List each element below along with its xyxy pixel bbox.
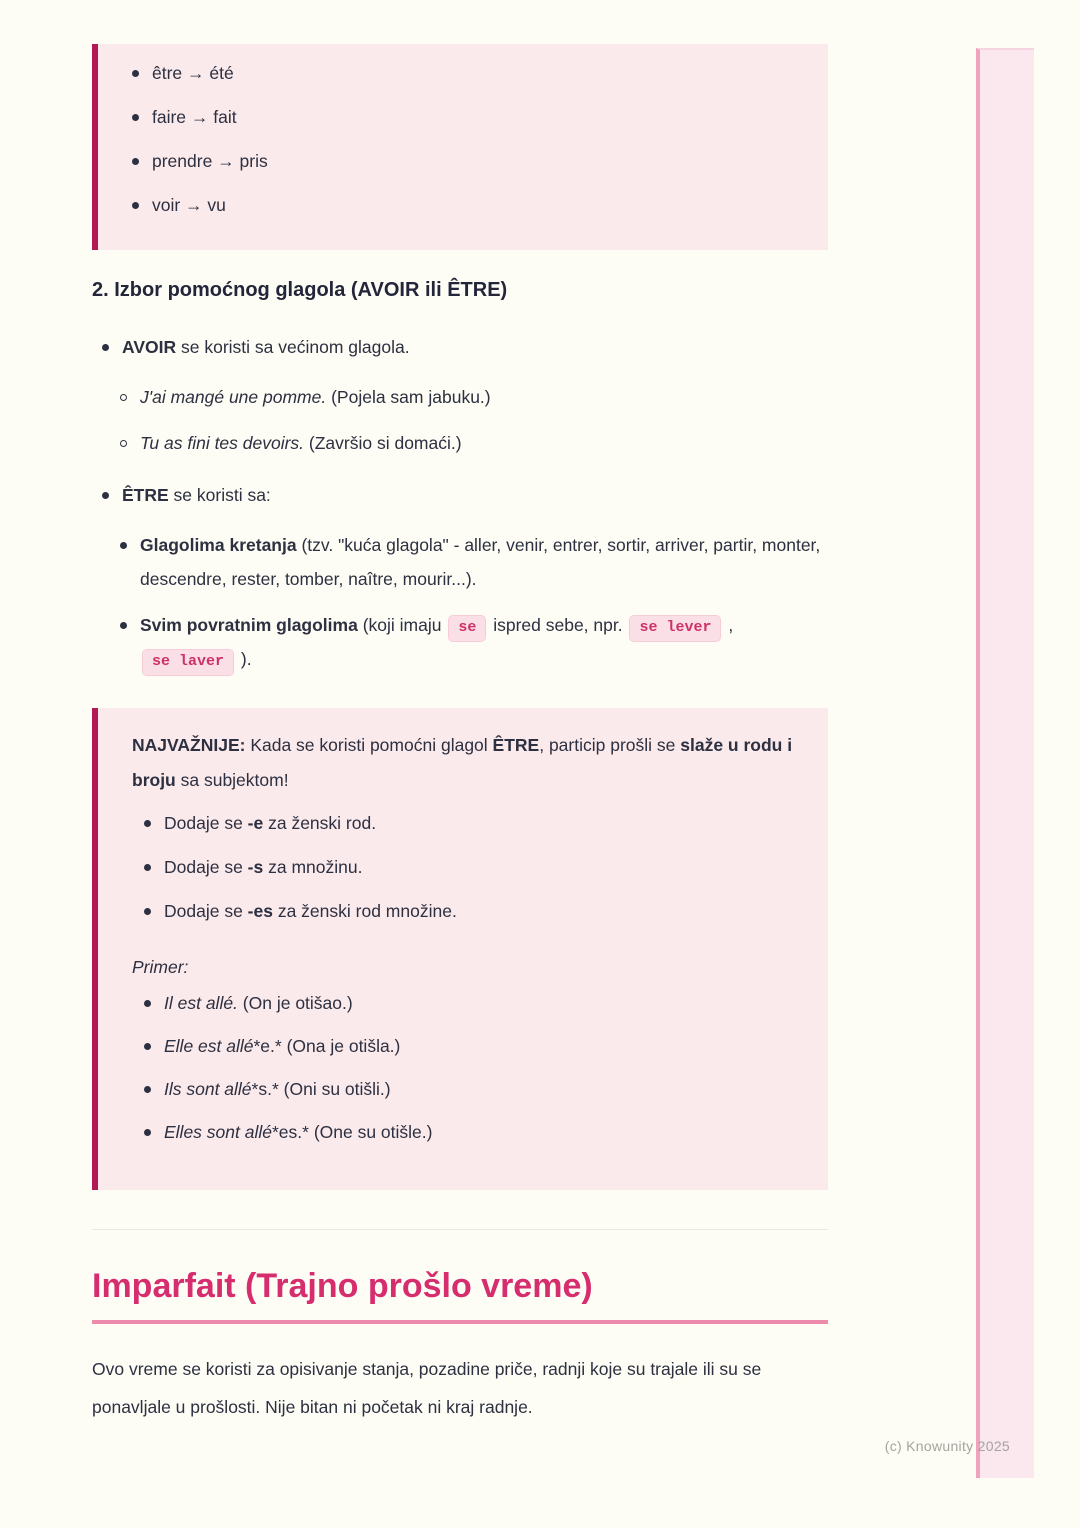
bullet-icon [102, 492, 109, 499]
ending-term: -e [247, 813, 264, 833]
next-page-edge-preview [976, 48, 1034, 1478]
participle-callout [92, 44, 828, 250]
list-item [132, 100, 794, 134]
list-item-avoir [102, 330, 828, 364]
french-text: J'ai mangé une pomme. [140, 387, 327, 407]
participle-item: voir → vu [152, 195, 226, 215]
bullet-icon [144, 820, 151, 827]
bullet-icon [144, 1129, 151, 1136]
ending-marker: *es.* [271, 1122, 309, 1142]
bullet-icon [144, 1000, 151, 1007]
reflexive-verbs-term: Svim povratnim glagolima [140, 615, 358, 635]
etre-term: ÊTRE [492, 735, 540, 755]
ending-marker: *s.* [251, 1079, 279, 1099]
bullet-icon [120, 622, 127, 629]
motion-verbs-rule [140, 528, 828, 596]
list-item [144, 986, 794, 1020]
circle-bullet-icon [120, 440, 127, 447]
avoir-rest: se koristi sa većinom glagola. [176, 337, 410, 357]
bullet-icon [144, 908, 151, 915]
participle-item: prendre → pris [152, 151, 268, 171]
text-fragment: Dodaje se [164, 901, 248, 921]
list-item-reflexive-verbs [120, 608, 828, 676]
agreement-rule [164, 806, 376, 840]
code-chip-se-laver: se laver [142, 649, 234, 676]
list-item [144, 850, 794, 884]
list-item [120, 426, 828, 460]
page-title: Imparfait (Trajno prošlo vreme) [92, 1266, 828, 1324]
text-fragment: , [723, 615, 734, 635]
agreement-rules [144, 806, 794, 928]
text-fragment: ispred sebe, npr. [488, 615, 628, 635]
french-text: Ils sont allé [164, 1079, 252, 1099]
example-sentence [164, 1115, 432, 1149]
translation-text: (Završio si domaći.) [304, 433, 462, 453]
bullet-icon [132, 158, 139, 165]
text-fragment: , particip prošli se [539, 735, 681, 755]
example-sentence [164, 1029, 400, 1063]
agreement-rule [164, 894, 457, 928]
translation-text: (Oni su otišli.) [278, 1079, 391, 1099]
agreement-examples [144, 986, 794, 1149]
bullet-icon [132, 70, 139, 77]
primer-label: Primer: [132, 957, 189, 977]
section-heading: 2. Izbor pomoćnog glagola (AVOIR ili ÊTRE) [92, 279, 508, 301]
list-item [144, 1115, 794, 1149]
etre-uses [120, 528, 828, 676]
text-fragment: (koji imaju [357, 615, 447, 635]
text-fragment: za množinu. [263, 857, 363, 877]
list-item-motion-verbs [120, 528, 828, 596]
bullet-icon [132, 114, 139, 121]
avoir-term: AVOIR [122, 337, 177, 357]
translation-text: (On je otišao.) [237, 993, 353, 1013]
ending-term: -s [247, 857, 264, 877]
list-item [120, 380, 828, 414]
bullet-icon [132, 202, 139, 209]
example-sentence [164, 1072, 391, 1106]
avoir-rule [122, 330, 410, 364]
agreement-rule [164, 850, 362, 884]
text-fragment: sa subjektom! [175, 770, 289, 790]
important-lead [132, 728, 794, 798]
motion-verbs-rest: (tzv. "kuća glagola" - aller, venir, entrer, sortir, arriver, partir, monter, descendre, rester, tomber, naître, mourir...). [140, 535, 821, 589]
example-sentence [140, 380, 491, 414]
bullet-icon [144, 1086, 151, 1093]
text-fragment: za ženski rod množine. [272, 901, 457, 921]
important-callout [92, 708, 828, 1190]
list-item-etre [102, 478, 828, 512]
page-content [92, 44, 828, 1426]
imparfait-intro: Ovo vreme se koristi za opisivanje stanja, pozadine priče, radnji koje su trajale ili su se ponavljale u prošlosti. Nije bitan ni početak ni kraj radnje. [92, 1359, 762, 1417]
code-chip-se-lever: se lever [629, 615, 721, 642]
etre-term: ÊTRE [122, 485, 169, 505]
etre-rest: se koristi sa: [168, 485, 271, 505]
copyright-watermark: (c) Knowunity 2025 [884, 1438, 1010, 1454]
text-fragment: ). [236, 649, 252, 669]
ending-marker: *e.* [253, 1036, 282, 1056]
ending-term: -es [247, 901, 273, 921]
important-label: NAJVAŽNIJE: [132, 735, 246, 755]
bullet-icon [102, 344, 109, 351]
list-item [144, 806, 794, 840]
section-divider [92, 1229, 828, 1230]
participle-item: être → été [152, 63, 234, 83]
bullet-icon [144, 864, 151, 871]
translation-text: (Ona je otišla.) [281, 1036, 401, 1056]
list-item [132, 56, 794, 90]
french-text: Tu as fini tes devoirs. [140, 433, 305, 453]
text-fragment: Dodaje se [164, 857, 248, 877]
code-chip-se: se [448, 615, 486, 642]
bullet-icon [120, 542, 127, 549]
list-item [144, 1072, 794, 1106]
example-sentence [164, 986, 353, 1020]
auxiliary-verb-list [102, 330, 828, 676]
french-text: Elle est allé [164, 1036, 254, 1056]
french-text: Il est allé. [164, 993, 238, 1013]
example-sentence [140, 426, 462, 460]
motion-verbs-term: Glagolima kretanja [140, 535, 297, 555]
avoir-examples [120, 380, 828, 460]
list-item [144, 1029, 794, 1063]
translation-text: (Pojela sam jabuku.) [326, 387, 491, 407]
text-fragment: za ženski rod. [263, 813, 377, 833]
translation-text: (One su otišle.) [308, 1122, 433, 1142]
text-fragment: Dodaje se [164, 813, 248, 833]
bullet-icon [144, 1043, 151, 1050]
text-fragment: Kada se koristi pomoćni glagol [245, 735, 493, 755]
reflexive-verbs-rule [140, 608, 828, 676]
list-item [144, 894, 794, 928]
list-item [132, 144, 794, 178]
circle-bullet-icon [120, 394, 127, 401]
etre-rule [122, 478, 271, 512]
participle-item: faire → fait [152, 107, 237, 127]
french-text: Elles sont allé [164, 1122, 272, 1142]
list-item [132, 188, 794, 222]
agreement-term: slaže u rodu i broju [132, 735, 793, 790]
